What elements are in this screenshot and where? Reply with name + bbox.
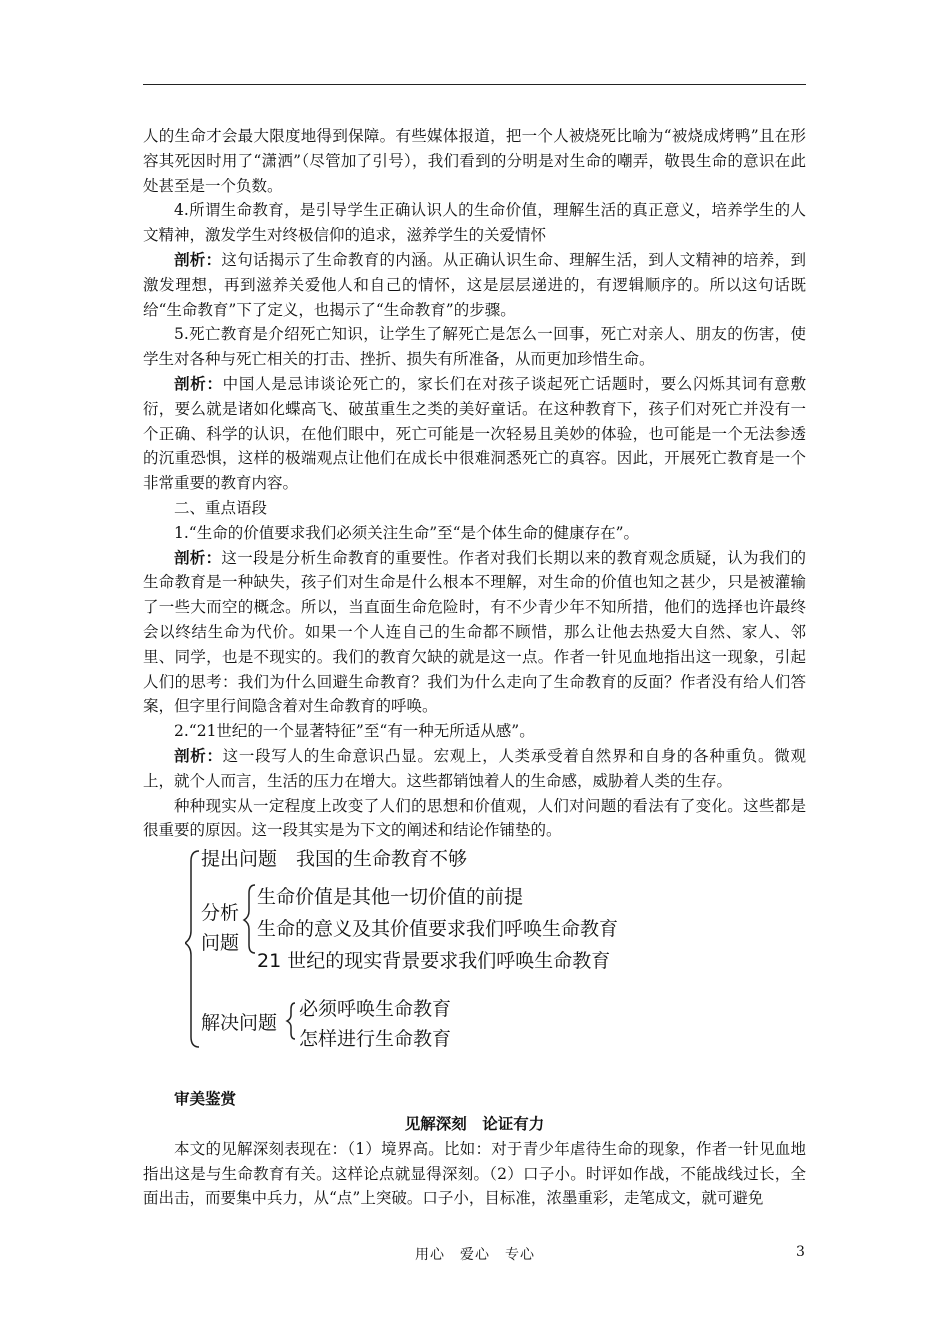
diagram-analysis-item: 生命价值是其他一切价值的前提 (257, 886, 524, 909)
diagram-analysis-label-1: 分析 (201, 902, 240, 925)
analysis-paragraph (143, 744, 806, 794)
analysis-label: 剖析： (174, 373, 223, 393)
analysis-label: 剖析： (174, 249, 222, 269)
diagram-solution-item: 必须呼唤生命教育 (299, 998, 452, 1021)
section-heading-key-passages: 二、重点语段 (174, 498, 268, 517)
diagram-analysis-item: 21 世纪的现实背景要求我们呼唤生命教育 (257, 950, 611, 973)
footer-text: 用心 爱心 专心 (415, 1247, 535, 1263)
analysis-text: 这一段写人的生命意识凸显。宏观上，人类承受着自然界和自身的各种重负。微观上，就个人而言，生活的压力在增大。这些都销蚀着人的生命感，威胁着人类的生存。 (143, 746, 806, 790)
diagram-solution-label: 解决问题 (201, 1012, 278, 1035)
paragraph: 1.“生命的价值要求我们必须关注生命”至“是个体生命的健康存在”。 (174, 523, 639, 542)
subtitle: 见解深刻 论证有力 (404, 1113, 545, 1133)
analysis-label: 剖析： (174, 547, 222, 567)
paragraph: 种种现实从一定程度上改变了人们的思想和价值观，人们对问题的看法有了变化。这些都是很重要的原因。这一段其实是为下文的阐述和结论作铺垫的。 (143, 796, 806, 840)
analysis-text: 这句话揭示了生命教育的内涵。从正确认识生命、理解生活，到人文精神的培养，到激发理想，再到滋养关爱他人和自己的情怀，这是层层递进的，有逻辑顺序的。所以这句话既给“生命教育”下了定义，也揭示了“生命教育”的步骤。 (143, 250, 806, 319)
paragraph: 本文的见解深刻表现在：（1）境界高。比如：对于青少年虐待生命的现象，作者一针见血地指出这是与生命教育有关。这样论点就显得深刻。（2）口子小。时评如作战，不能战线过长，全面出击，而要集中兵力，从“点”上突破。口子小，目标准，浓墨重彩，走笔成文，就可避免 (143, 1139, 806, 1208)
diagram-top-row: 提出问题 我国的生命教育不够 (201, 848, 468, 871)
diagram-analysis-label-2: 问题 (201, 932, 240, 955)
diagram-analysis-item: 生命的意义及其价值要求我们呼唤生命教育 (257, 918, 619, 941)
paragraph: 5.死亡教育是介绍死亡知识，让学生了解死亡是怎么一回事，死亡对亲人、朋友的伤害，使学生对各种与死亡相关的打击、挫折、损失有所准备，从而更加珍惜生命。 (143, 325, 806, 369)
header-rule (143, 84, 806, 85)
analysis-paragraph (143, 372, 806, 496)
paragraph: 2.“21世纪的一个显著特征”至“有一种无所适从感”。 (174, 722, 535, 741)
analysis-label: 剖析： (174, 745, 223, 765)
paragraph: 4.所谓生命教育，是引导学生正确认识人的生命价值，理解生活的真正意义，培养学生的人文精神，激发学生对终极信仰的追求，滋养学生的关爱情怀 (143, 201, 806, 245)
page-content (143, 124, 806, 1211)
paragraph: 人的生命才会最大限度地得到保障。有些媒体报道，把一个人被烧死比喻为“被烧成烤鸭”且在形容其死因时用了“潇洒”（尽管加了引号），我们看到的分明是对生命的嘲弄，敬畏生命的意识在此处甚至是一个负数。 (143, 127, 806, 195)
structure-diagram (185, 845, 806, 1057)
analysis-paragraph (143, 248, 806, 322)
analysis-text: 这一段是分析生命教育的重要性。作者对我们长期以来的教育观念质疑，认为我们的生命教育是一种缺失，孩子们对生命是什么根本不理解，对生命的价值也知之甚少，只是被灌输了一些大而空的概念。所以，当直面生命危险时，有不少青少年不知所措，他们的选择也许最终会以终结生命为代价。如果一个人连自己的生命都不顾惜，那么让他去热爱大自然、家人、邻里、同学，也是不现实的。我们的教育欠缺的就是这一点。作者一针见血地指出这一现象，引起人们的思考：我们为什么回避生命教育？我们为什么走向了生命教育的反面？作者没有给人们答案，但字里行间隐含着对生命教育的呼唤。 (143, 548, 806, 716)
analysis-paragraph (143, 546, 806, 720)
analysis-text: 中国人是忌讳谈论死亡的，家长们在对孩子谈起死亡话题时，要么闪烁其词有意敷衍，要么就是诸如化蝶高飞、破茧重生之类的美好童话。在这种教育下，孩子们对死亡并没有一个正确、科学的认识，在他们眼中，死亡可能是一次轻易且美妙的体验，也可能是一个无法参透的沉重恐惧，这样的极端观点让他们在成长中很难洞悉死亡的真容。因此，开展死亡教育是一个非常重要的教育内容。 (143, 374, 806, 493)
diagram-solution-item: 怎样进行生命教育 (299, 1028, 452, 1051)
page-number: 3 (796, 1244, 805, 1260)
section-heading: 审美鉴赏 (174, 1089, 237, 1109)
